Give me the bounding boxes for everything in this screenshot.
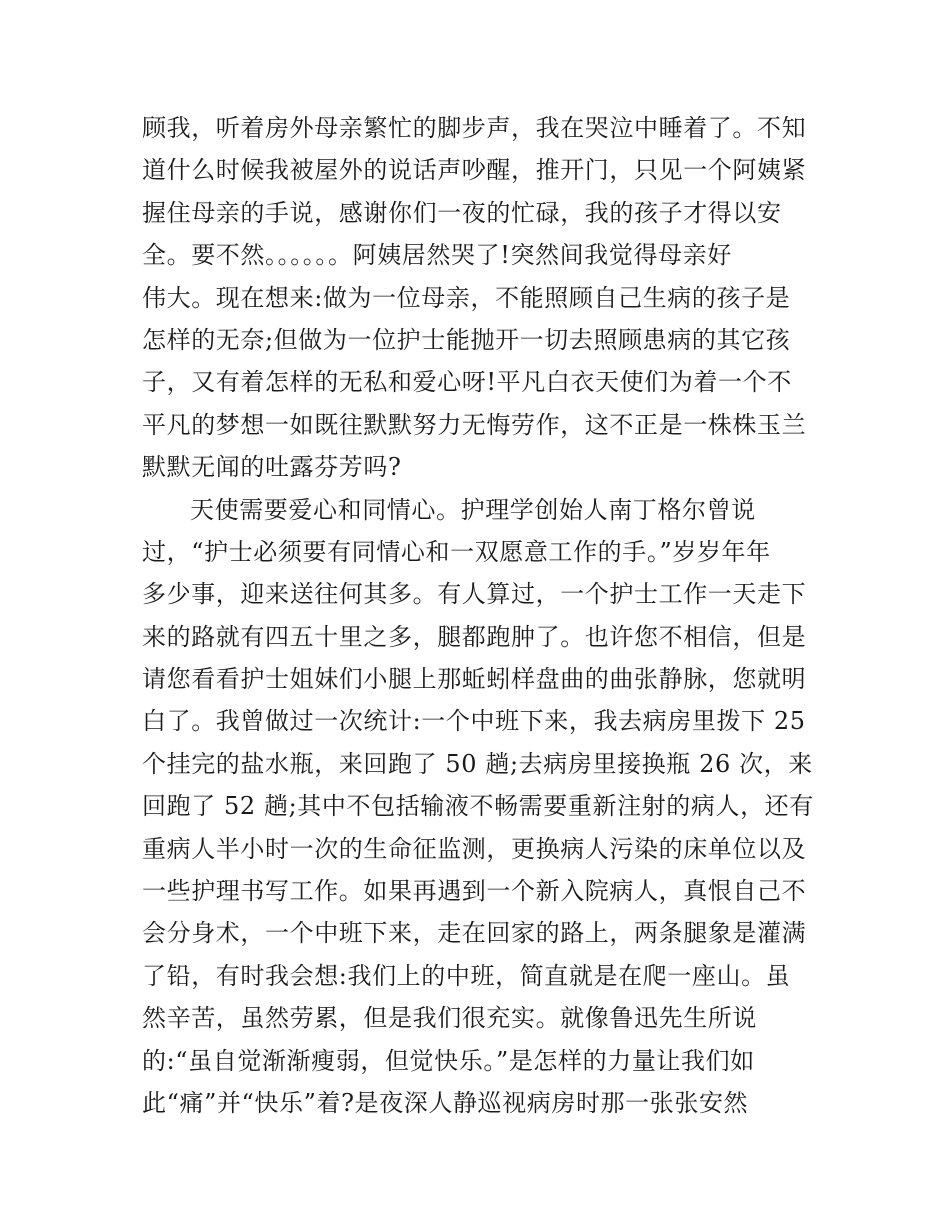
text-line: 然辛苦，虽然劳累，但是我们很充实。就像鲁迅先生所说 bbox=[142, 1004, 757, 1033]
text-line: 个挂完的盐水瓶，来回跑了 50 趟;去病房里接换瓶 26 次，来 bbox=[142, 749, 813, 778]
text-line: 道什么时候我被屋外的说话声吵醒，推开门，只见一个阿姨紧 bbox=[142, 156, 807, 185]
text-line: 平凡的梦想一如既往默默努力无悔劳作，这不正是一株株玉兰 bbox=[142, 410, 807, 439]
text-line: 怎样的无奈;但做为一位护士能抛开一切去照顾患病的其它孩 bbox=[142, 325, 791, 354]
text-line: 回跑了 52 趟;其中不包括输液不畅需要重新注射的病人，还有 bbox=[142, 792, 814, 821]
text-line: 伟大。现在想来:做为一位母亲，不能照顾自己生病的孩子是 bbox=[142, 283, 791, 312]
text-line: 重病人半小时一次的生命征监测，更换病人污染的床单位以及 bbox=[142, 834, 807, 863]
text-line: 白了。我曾做过一次统计:一个中班下来，我去病房里拨下 25 bbox=[142, 707, 806, 736]
text-line: 全。要不然。。。。。。阿姨居然哭了!突然间我觉得母亲好 bbox=[142, 241, 732, 270]
text-line: 请您看看护士姐妹们小腿上那蚯蚓样盘曲的曲张静脉，您就明 bbox=[142, 665, 807, 694]
paragraph-start-line: 天使需要爱心和同情心。护理学创始人南丁格尔曾说 bbox=[190, 495, 756, 524]
text-line: 会分身术，一个中班下来，走在回家的路上，两条腿象是灌满 bbox=[142, 919, 807, 948]
text-line: 多少事，迎来送往何其多。有人算过，一个护士工作一天走下 bbox=[142, 580, 807, 609]
body-text bbox=[142, 107, 822, 1124]
text-line: 顾我，听着房外母亲繁忙的脚步声，我在哭泣中睡着了。不知 bbox=[142, 114, 807, 142]
text-line: 此“痛”并“快乐”着?是夜深人静巡视病房时那一张张安然 bbox=[142, 1088, 749, 1117]
text-line: 来的路就有四五十里之多，腿都跑肿了。也许您不相信，但是 bbox=[142, 622, 807, 651]
text-line: 默默无闻的吐露芬芳吗? bbox=[142, 453, 402, 482]
text-line: 的:“虽自觉渐渐瘦弱，但觉快乐。”是怎样的力量让我们如 bbox=[142, 1046, 755, 1075]
text-line: 过，“护士必须要有同情心和一双愿意工作的手。”岁岁年年 bbox=[142, 537, 771, 566]
text-line: 了铅，有时我会想:我们上的中班，简直就是在爬一座山。虽 bbox=[142, 961, 791, 990]
text-line: 一些护理书写工作。如果再遇到一个新入院病人，真恨自己不 bbox=[142, 877, 807, 906]
text-line: 子，又有着怎样的无私和爱心呀!平凡白衣天使们为着一个不 bbox=[142, 368, 792, 397]
text-line: 握住母亲的手说，感谢你们一夜的忙碌，我的孩子才得以安 bbox=[142, 198, 782, 227]
